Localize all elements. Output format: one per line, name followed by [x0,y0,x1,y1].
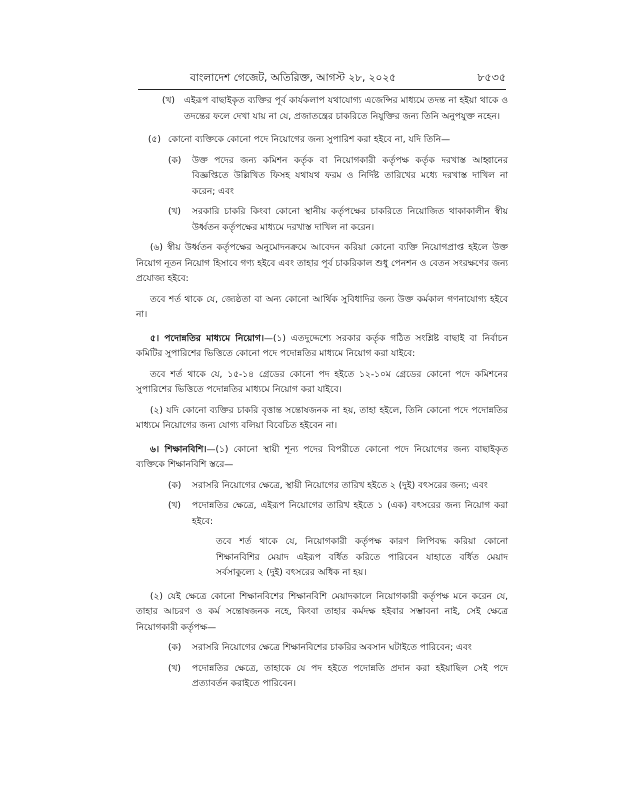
section-5 [136,332,508,363]
section-text: —(১) এতদুদ্দেশ্যে সরকার কর্তৃক গঠিত সংশ্লিষ্ট বাছাই বা নির্বাচন কমিটির সুপারিশের ভিত্তিতে কোনো পদে পদোন্নতির মাধ্যমে নিয়োগ করা যাইবে: [136,333,508,359]
section-5-2: (২) যদি কোনো ব্যক্তির চাকরি বৃত্তান্ত সন্তোষজনক না হয়, তাহা হইলে, তিনি কোনো পদে পদোন্নতির মাধ্যমে নিয়োগের জন্য যোগ্য বলিয়া বিবেচিত হইবেন না। [136,405,508,431]
clause-label: (ক) [168,480,182,491]
clause-text: সরাসরি নিয়োগের ক্ষেত্রে, স্থায়ী নিয়োগের তারিখ হইতে ২ (দুই) বৎসরের জন্য; এবং [192,480,488,491]
subsection-6: (৬) স্বীয় উর্ধ্বতন কর্তৃপক্ষের অনুমোদনক্রমে আবেদন করিয়া কোনো ব্যক্তি নিয়োগপ্রাপ্ত হইলে উক্ত নিয়োগ নূতন নিয়োগ হিসাবে গণ্য হইবে এবং তাহার পূর্ব চাকরিকাল শুধু পেনশন ও বেতন সংরক্ষণের জন্য প্রযোজ্য হইবে: [136,243,508,284]
clause-text: সরাসরি নিয়োগের ক্ষেত্রে শিক্ষানবিশের চাকরির অবসান ঘটাইতে পারিবেন; এবং [192,643,472,653]
clause-6-kha [136,499,508,530]
gazette-title: বাংলাদেশ গেজেট, অতিরিক্ত, আগস্ট ২৮, ২০২৫ [190,72,396,84]
clause-text: পদোন্নতির ক্ষেত্রে, তাহাকে যে পদ হইতে পদোন্নতি প্রদান করা হইয়াছিল সেই পদে প্রত্যাবর্তন করাইতে পারিবেন। [192,663,508,689]
clause-6-2-ka [136,641,508,657]
subsection-5 [136,133,508,149]
subsection-text: কোনো ব্যক্তিকে কোনো পদে নিয়োগের জন্য সুপারিশ করা হইবে না, যদি তিনি— [168,135,451,145]
proviso-1: তবে শর্ত থাকে যে, জ্যেষ্ঠতা বা অন্য কোনো আর্থিক সুবিধাদির জন্য উক্ত কর্মকাল গণনাযোগ্য হইবে না। [136,294,508,320]
header-rule [138,89,506,90]
clause-label: (খ) [168,663,181,674]
clause-6-ka [136,479,508,495]
page-number: ৮৫৩৫ [477,71,506,84]
clause-label: (ক) [168,155,182,166]
clause-text: পদোন্নতির ক্ষেত্রে, এইরূপ নিয়োগের তারিখ হইতে ১ (এক) বৎসরের জন্য নিয়োগ করা হইবে: [192,501,508,527]
clause-label: (ক) [168,643,182,653]
clause-6-2-kha [136,662,508,693]
clause-label: (খ) [162,96,175,106]
clause-label: (খ) [168,207,181,217]
clause-kha-top [136,94,508,125]
clause-text: এইরূপ বাছাইকৃত ব্যক্তির পূর্ব কার্যকলাপ যথাযোগ্য এজেন্সির মাধ্যমে তদন্ত না হইয়া থাকে ও তদন্তের ফলে দেখা যায় না যে, প্রজাতন্ত্রের চাকরিতে নিযুক্তির জন্য তিনি অনুপযুক্ত নহেন। [184,96,508,122]
page-header [138,70,506,90]
section-heading: ৫। পদোন্নতির মাধ্যমে নিয়োগ। [150,333,264,344]
proviso-3: তবে শর্ত থাকে যে, নিয়োগকারী কর্তৃপক্ষ কারণ লিপিবদ্ধ করিয়া কোনো শিক্ষানবিশির মেয়াদ এইরূপ বর্ধিত করিতে পারিবেন যাহাতে বর্ধিত মেয়াদ সর্বসাকুল্যে ২ (দুই) বৎসরের অধিক না হয়। [216,537,508,578]
clause-text: উক্ত পদের জন্য কমিশন কর্তৃক বা নিয়োগকারী কর্তৃপক্ষ কর্তৃক দরখাস্ত আহ্বানের বিজ্ঞপ্তিতে উল্লিখিত ফিসহ যথাযথ ফরম ও নির্দিষ্ট তারিখের মধ্যে দরখাস্ত দাখিল না করেন; এবং [192,155,508,197]
section-text: —(১) কোনো স্থায়ী শূন্য পদের বিপরীতে কোনো পদে নিয়োগের জন্য বাছাইকৃত ব্যক্তিকে শিক্ষানবিশি স্তরে— [136,444,508,470]
subsection-label: (৫) [148,135,161,145]
document-body [136,94,508,693]
section-6-2: (২) যেই ক্ষেত্রে কোনো শিক্ষানবিশের শিক্ষানবিশি মেয়াদকালে নিয়োগকারী কর্তৃপক্ষ মনে করেন যে, তাহার আচরণ ও কর্ম সন্তোষজনক নহে, কিংবা তাহার কর্মদক্ষ হইবার সম্ভাবনা নাই, সেই ক্ষেত্রে নিয়োগকারী কর্তৃপক্ষ— [136,591,508,633]
clause-text: সরকারি চাকরি কিংবা কোনো স্থানীয় কর্তৃপক্ষের চাকরিতে নিয়োজিত থাকাকালীন স্বীয় উর্ধ্বতন কর্তৃপক্ষের মাধ্যমে দরখাস্ত দাখিল না করেন। [192,207,508,233]
clause-label: (খ) [168,501,181,511]
section-6 [136,443,508,474]
section-heading: ৬। শিক্ষানবিশি। [150,444,207,455]
clause-5-kha [136,205,508,236]
proviso-2: তবে শর্ত থাকে যে, ১৫-১৪ গ্রেডের কোনো পদ হইতে ১২-১০ম গ্রেডের কোনো পদে কমিশনের সুপারিশের ভিত্তিতে পদোন্নতির মাধ্যমে নিয়োগ করা যাইবে। [136,369,508,395]
clause-5-ka [136,154,508,201]
